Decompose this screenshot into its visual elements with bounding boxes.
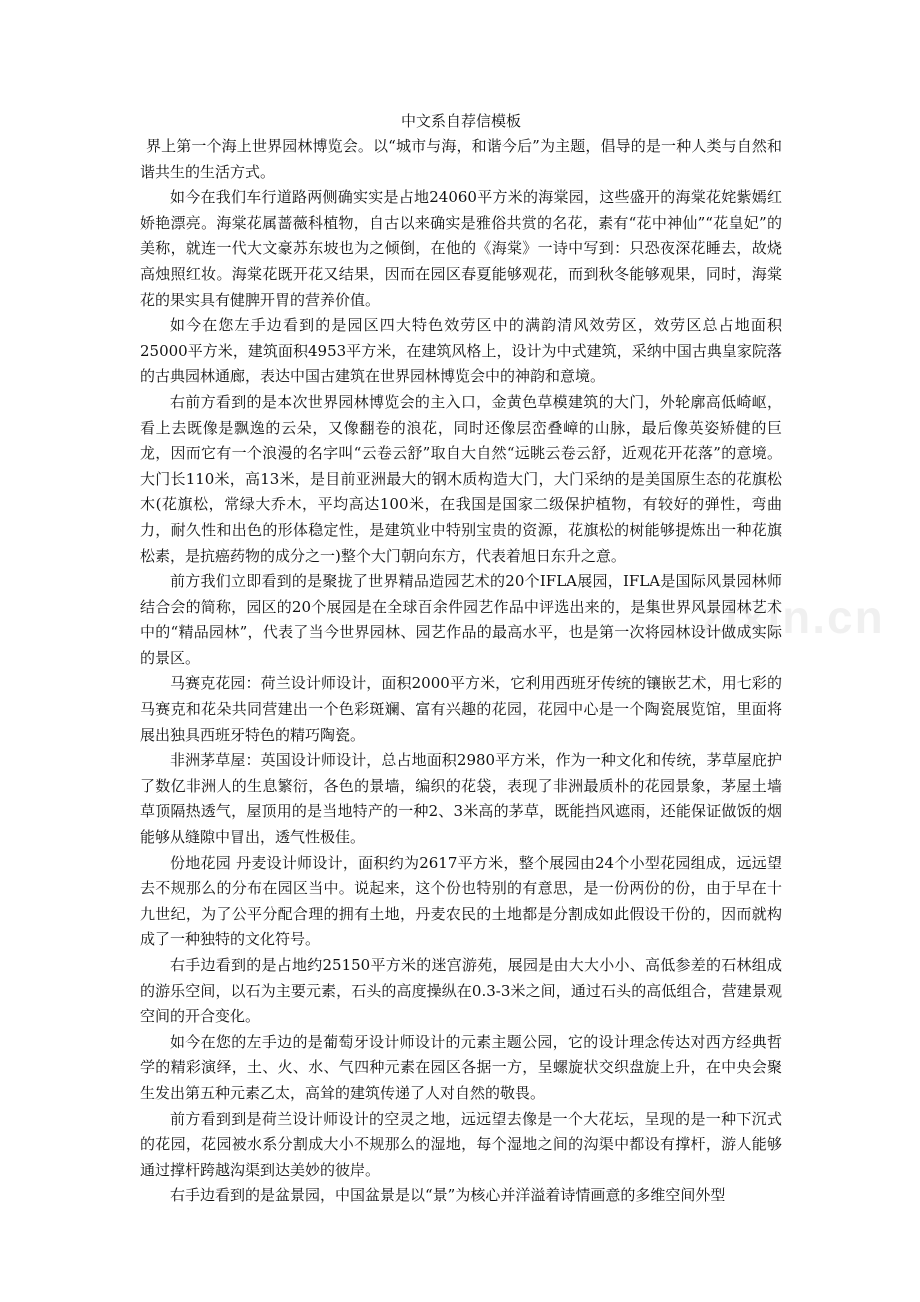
paragraph-11: 前方看到到是荷兰设计师设计的空灵之地，远远望去像是一个大花坛，呈现的是一种下沉式的花园，花园被水系分割成大小不规那么的湿地，每个湿地之间的沟渠中都设有撑杆，游人能够通过撑杆跨越沟渠到达美妙的彼岸。 xyxy=(140,1109,782,1179)
paragraph-5: 前方我们立即看到的是聚拢了世界精品造园艺术的20个IFLA展园，IFLA是国际风景园林师结合会的简称，园区的20个展园是在全球百余件园艺作品中评选出来的，是集世界风景园林艺术中的“精品园林”，代表了当今世界园林、园艺作品的最高水平，也是第一次将园林设计做成实际的景区。 xyxy=(140,572,782,667)
paragraph-2: 如今在我们车行道路两侧确实实是占地24060平方米的海棠园，这些盛开的海棠花姹紫嫣红娇艳漂亮。海棠花属蔷薇科植物，自古以来确实是雅俗共赏的名花，素有“花中神仙”“花皇妃”的美称，就连一代大文豪苏东坡也为之倾倒，在他的《海棠》一诗中写到：只恐夜深花睡去，故烧高烛照红妆。海棠花既开花又结果，因而在园区春夏能够观花，而到秋冬能够观果，同时，海棠花的果实具有健脾开胃的营养价值。 xyxy=(140,188,782,309)
document-title: 中文系自荐信模板 xyxy=(400,112,521,130)
paragraph-8: 份地花园 丹麦设计师设计，面积约为2617平方米，整个展园由24个小型花园组成，远远望去不规那么的分布在园区当中。说起来，这个份也特别的有意思，是一份两份的份，由于早在十九世纪，为了公平分配合理的拥有土地，丹麦农民的土地都是分割成如此假设干份的，因而就构成了一种独特的文化符号。 xyxy=(140,853,782,949)
document-page xyxy=(140,110,782,1209)
paragraph-1: 界上第一个海上世界园林博览会。以“城市与海，和谐今后”为主题，倡导的是一种人类与自然和谐共生的生活方式。 xyxy=(140,137,782,181)
paragraph-9: 右手边看到的是占地约25150平方米的迷宫游苑，展园是由大大小小、高低参差的石林组成的游乐空间，以石为主要元素，石头的高度操纵在0.3-3米之间，通过石头的高低组合，营建景观空间的开合变化。 xyxy=(140,956,782,1026)
paragraph-3: 如今在您左手边看到的是园区四大特色效劳区中的满韵清风效劳区，效劳区总占地面积25000平方米，建筑面积4953平方米，在建筑风格上，设计为中式建筑，采纳中国古典皇家院落的古典园林通廊，表达中国古建筑在世界园林博览会中的神韵和意境。 xyxy=(140,316,782,386)
paragraph-4: 右前方看到的是本次世界园林博览会的主入口，金黄色草模建筑的大门，外轮廓高低崎岖，看上去既像是飘逸的云朵，又像翻卷的浪花，同时还像层峦叠嶂的山脉，最后像英姿矫健的巨龙，因而它有一个浪漫的名字叫“云卷云舒”取自大自然“远眺云卷云舒，近观花开花落”的意境。大门长110米，高13米，是目前亚洲最大的钢木质构造大门，大门采纳的是美国原生态的花旗松木(花旗松，常绿大乔木，平均高达100米，在我国是国家二级保护植物，有较好的弹性，弯曲力，耐久性和出色的形体稳定性，是建筑业中特别宝贵的资源，花旗松的树能够提炼出一种花旗松素，是抗癌药物的成分之一)整个大门朝向东方，代表着旭日东升之意。 xyxy=(140,392,782,565)
paragraph-12: 右手边看到的是盆景园，中国盆景是以“景”为核心并洋溢着诗情画意的多维空间外型 xyxy=(170,1186,726,1205)
paragraph-10: 如今在您的左手边的是葡萄牙设计师设计的元素主题公园，它的设计理念传达对西方经典哲学的精彩演绎，土、火、水、气四种元素在园区各据一方，呈螺旋状交织盘旋上升，在中央会聚生发出第五种元素乙太，高耸的建筑传递了人对自然的敬畏。 xyxy=(140,1032,782,1102)
paragraph-6: 马赛克花园：荷兰设计师设计，面积2000平方米，它利用西班牙传统的镶嵌艺术，用七彩的马赛克和花朵共同营建出一个色彩斑斓、富有兴趣的花园，花园中心是一个陶瓷展览馆，里面将展出独具西班牙特色的精巧陶瓷。 xyxy=(140,674,782,744)
watermark: zixin.cn xyxy=(700,591,885,643)
paragraph-7: 非洲茅草屋：英国设计师设计，总占地面积2980平方米，作为一种文化和传统，茅草屋庇护了数亿非洲人的生息繁衍，各色的景墙，编织的花袋，表现了非洲最质朴的花园景象，茅屋土墙草顶隔热透气，屋顶用的是当地特产的一种2、3米高的茅草，既能挡风遮雨，还能保证做饭的烟能够从缝隙中冒出，透气性极佳。 xyxy=(140,751,782,847)
